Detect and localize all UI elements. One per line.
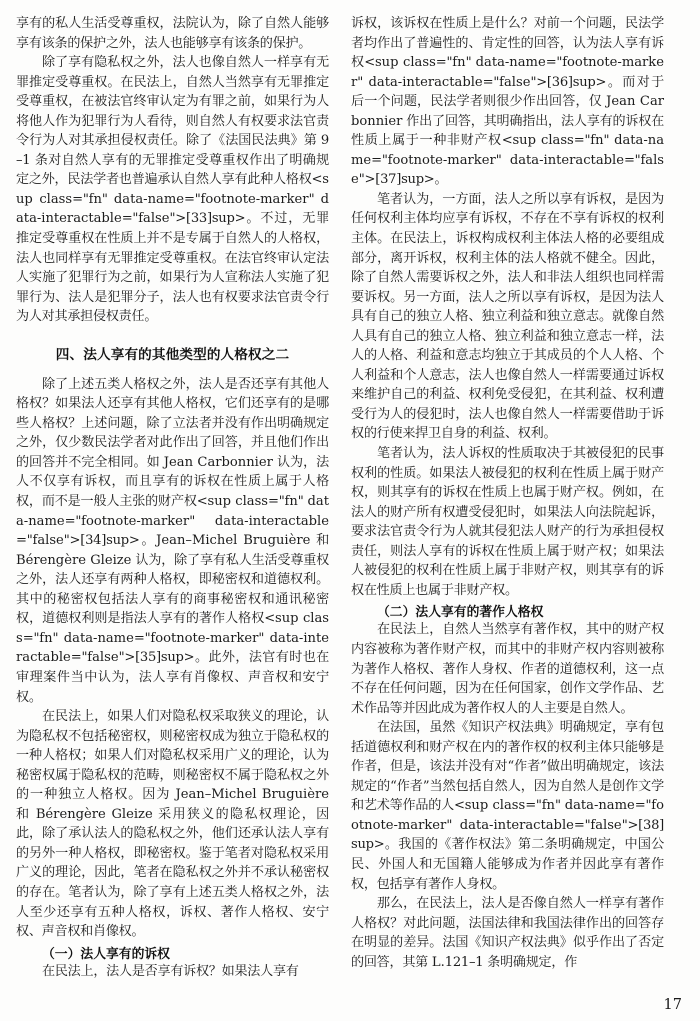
latin-text: false: [351, 152, 664, 188]
latin-text: footnote-marker: [200, 191, 309, 207]
latin-text: footnote-marker: [150, 630, 259, 646]
latin-text: data-interactable: [16, 630, 329, 666]
latin-text: L.: [431, 954, 445, 970]
paragraph: 在法国，虽然《知识产权法典》明确规定，享有包括道德权利和财产权在内的著作权的权利主体只能够是作者，但是，该法并没有对“作者”做出明确规定，该法规定的“作者”当然包括自然人，因为自然人是创作文学和艺术等作品的人<sup class="fn" data-name="footnote-marker" data-interactable="false">[38]sup>。我国的《著作权法》第二条明确规定，中国公民、外国人和无国籍人能够成为作者并因此享有著作权，包括享有著作人身权。: [351, 720, 664, 892]
paragraph: 在民法上，如果人们对隐私权采取狭义的理论，认为隐私权不包括秘密权，则秘密权成为独立于隐私权的一种人格权；如果人们对隐私权采用广义的理论，认为秘密权属于隐私权的范畴，则秘密权不属于隐私权之外的一种独立人格权。因为 Jean–Michel Bruguière 和 Bérengère Gleize 采用狭义的隐私权理论，因此，除了承认法人的隐私权之外，他们还承认法人享有的另外一种人格权，即秘密权。鉴于笔者对隐私权采用广义的理论，因此，笔者在隐私权之外并不承认秘密权的存在。笔者认为，除了享有上述五类人格权之外，法人至少还享有五种人格权，诉权、著作人格权、安宁权、声音权和肖像权。: [16, 709, 329, 940]
latin-text: fn: [88, 191, 102, 207]
latin-text: sup class: [512, 133, 574, 149]
paragraph-continuation: 享有的私人生活受尊重权，法院认为，除了自然人能够享有该条的保护之外，法人也能够享有该条的保护。: [16, 16, 329, 51]
latin-text: false: [590, 817, 622, 833]
paragraph: 笔者认为，法人诉权的性质取决于其被侵犯的民事权利的性质。如果法人被侵犯的权利在性质上属于财产权，则其享有的诉权在性质上也属于财产权。例如，在法人的财产所有权遭受侵犯时，如果法人向法院起诉，要求法官责令行为人就其侵犯法人财产的行为承担侵权责任，则法人享有的诉权在性质上属于财产权；如果法人被侵犯的权利在性质上属于非财产权，则其享有的诉权在性质上也属于非财产权。: [351, 446, 664, 598]
latin-text: sup class: [16, 172, 329, 207]
right-column: [351, 14, 664, 1010]
latin-text: fn: [284, 494, 298, 510]
latin-text: data-interactable: [459, 817, 574, 833]
latin-text: sup class: [374, 55, 436, 71]
latin-text: data-name: [351, 133, 664, 168]
paragraph: 除了上述五类人格权之外，法人是否还享有其他人格权？如果法人还享有其他人格权，它们还享有的是哪些人格权？上述问题，除了立法者并没有作出明确规定之外，仅少数民法学者对此作出了回答，并且他们作出的回答并不完全相同。如 Jean Carbonnier 认为，法人不仅享有诉权，而且享有的诉权在性质上属于人格权，而不是一般人主张的财产权<sup class="fn" data-name="footnote-marker" data-interactable="false">[34]sup>。Jean–Michel Bruguière 和 Bérengère Gleize 认为，除了享有私人生活受尊重权之外，法人还享有两种人格权，即秘密权和道德权利。其中的秘密权包括法人享有的商事秘密权和通讯秘密权，道德权利则是指法人享有的著作人格权<sup class="fn" data-name="footnote-marker" data-interactable="false">[35]sup>。此外，法官有时也在审理案件当中认为，法人享有肖像权、声音权和安宁权。: [16, 376, 329, 705]
paragraph: 在民法上，自然人当然享有著作权，其中的财产权内容被称为著作财产权，而其中的非财产权内容则被称为著作人格权、著作人身权、作者的道德权利，这一点不存在任何问题，因为在任何国家，创作文学作品、艺术作品等并因此成为著作权人的人主要是自然人。: [351, 622, 664, 716]
latin-text: fn: [541, 798, 555, 814]
left-column: [16, 14, 329, 1010]
page-number: 17: [663, 997, 682, 1013]
paragraph-continuation: 诉权，该诉权在性质上是什么？对前一个问题，民法学者均作出了普遍性的、肯定性的回答，认为法人享有诉权<sup class="fn" data-name="footnote-marker" data-interactable="false">[36]sup>。而对于后一个问题，民法学者则很少作出回答，仅 Jean Carbonnier 作出了回答，其明确指出，法人享有的诉权在性质上属于一种非财产权<sup class="fn" data-name="footnote-marker" data-interactable="false">[37]sup>。: [351, 16, 665, 188]
latin-text: data-interactable: [368, 74, 483, 90]
latin-text: false: [32, 533, 64, 549]
latin-text: Jean Carbonnier: [163, 454, 273, 470]
latin-text: data-name: [564, 798, 635, 814]
latin-text: sup class: [207, 494, 269, 510]
latin-text: false: [499, 74, 531, 90]
paragraph: 笔者认为，一方面，法人之所以享有诉权，是因为任何权利主体均应享有诉权，不存在不享有诉权的权利主体。在民法上，诉权构成权利主体法人格的必要组成部分，离开诉权，权利主体的法人格就不健全。因此，除了自然人需要诉权之外，法人和非法人组织也同样需要诉权。另一方面，法人之所以享有诉权，是因为法人具有自己的独立人格、独立利益和独立意志。就像自然人具有自己的独立人格、独立利益和独立意志一样，法人的人格、利益和意志均独立于其成员的个人人格、个人利益和个人意志，法人也像自然人一样需要通过诉权来维护自己的利益、权利免受侵犯，在其利益、权利遭受行为人的侵犯时，法人也像自然人一样需要借助于诉权的行使来捍卫自身的利益、权利。: [351, 191, 664, 442]
paragraph: 在民法上，法人是否享有诉权？如果法人享有: [42, 963, 299, 979]
latin-text: false: [138, 211, 170, 227]
two-column-layout: [16, 14, 684, 1010]
latin-text: data-name: [63, 630, 134, 646]
latin-text: data-interactable: [509, 152, 624, 168]
latin-text: data-name: [113, 191, 185, 207]
latin-text: fn: [590, 133, 604, 149]
latin-text: fn: [452, 55, 466, 71]
paragraph: 除了享有隐私权之外，法人也像自然人一样享有无罪推定受尊重权。在民法上，自然人当然享有无罪推定受尊重权，在被法官终审认定为有罪之前，如果行为人将他人作为犯罪行为人看待，则自然人有权要求法官责令行为人对其承担侵权责任。除了《法国民法典》第 9–1 条对自然人享有的无罪推定受尊重权作出了明确规定之外，民法学者也普遍承认自然人享有此种人格权<sup class="fn" data-name="footnote-marker" data-interactable="false">[33]sup>。不过，无罪推定受尊重权在性质上并不是专属于自然人的人格权，法人也同样享有无罪推定受尊重权。在法官终审认定法人实施了犯罪行为之前，如果行为人宣称法人实施了犯罪行为、法人是犯罪分子，法人也有权要求法官责令行为人对其承担侵权责任。: [16, 55, 329, 325]
latin-text: false: [87, 650, 119, 666]
paragraph: 那么，在民法上，法人是否像自然人一样享有著作人格权？对此问题，法国法律和我国法律作出的回答存在明显的差异。法国《知识产权法典》似乎作出了否定的回答，其第 L.121–1 条明确规定，作: [351, 896, 664, 970]
latin-text: data-interactable: [214, 513, 329, 529]
latin-text: footnote-marker: [351, 55, 664, 90]
latin-text: footnote-marker: [387, 152, 496, 168]
latin-text: data-name: [475, 55, 546, 71]
latin-text: data-name: [16, 494, 329, 529]
latin-text: sup class: [464, 798, 526, 814]
latin-text: footnote-marker: [81, 513, 190, 529]
latin-text: sup class: [16, 611, 329, 646]
latin-text: footnote-marker: [351, 798, 664, 833]
subsection-heading-one: （一）法人享有的诉权: [42, 946, 170, 962]
latin-text: fn: [39, 630, 53, 646]
section-heading-four: 四、法人享有的其他类型的人格权之二: [55, 346, 290, 363]
latin-text: Jean–Michel Bruguière: [156, 533, 311, 549]
latin-text: Jean–Michel Bruguière: [175, 787, 329, 803]
subsection-heading-two: （二）法人享有的著作人格权: [377, 605, 544, 621]
latin-text: Jean Carbonnier: [351, 94, 665, 129]
latin-text: Bérengère Gleize: [35, 806, 153, 822]
latin-text: data-interactable: [16, 191, 329, 227]
latin-text: Bérengère Gleize: [16, 552, 132, 568]
